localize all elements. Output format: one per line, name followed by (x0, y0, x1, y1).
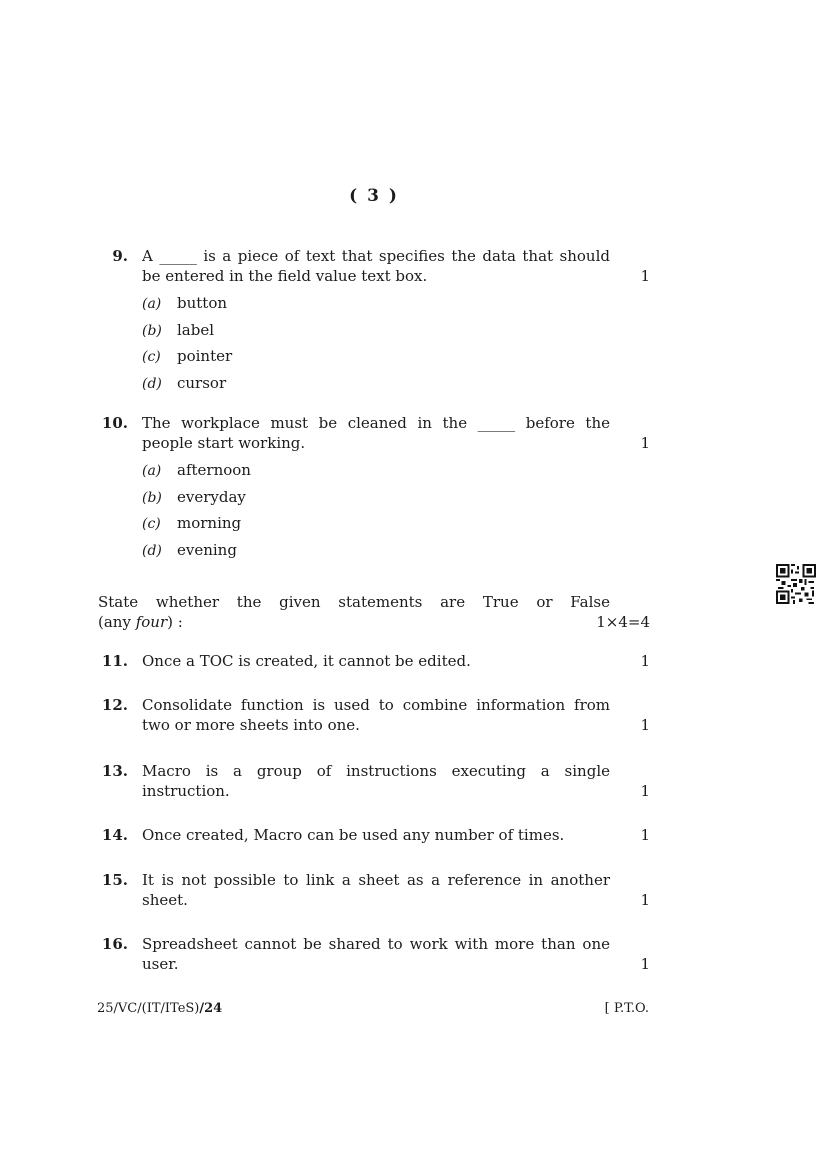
option-label: (d) (142, 375, 162, 392)
section-marks: 1×4=4 (596, 613, 650, 631)
question-marks: 1 (640, 434, 650, 452)
qr-code-icon (776, 564, 816, 604)
question-10 (88, 413, 650, 566)
option-label: (c) (142, 516, 161, 533)
question-number: 14. (101, 826, 128, 844)
question-12 (88, 695, 650, 735)
option-text: cursor (177, 373, 227, 392)
option-a (142, 293, 610, 320)
option-b (142, 320, 610, 347)
question-number: 12. (101, 696, 128, 714)
option-label: (a) (142, 296, 162, 312)
option-text: pointer (177, 347, 233, 366)
question-14 (88, 825, 650, 845)
question-marks: 1 (640, 267, 650, 285)
question-15 (88, 870, 650, 910)
question-number: 9. (112, 247, 128, 265)
option-text: everyday (177, 487, 246, 506)
question-text: A _____ is a piece of text that specifies the data that should be entered in the field value text box. (142, 247, 610, 285)
option-text: label (177, 320, 215, 339)
question-marks: 1 (640, 826, 650, 844)
option-label: (c) (142, 349, 161, 366)
question-11 (88, 651, 650, 671)
qualifier-pre: (any (98, 613, 136, 631)
options-list (142, 460, 610, 566)
option-label: (b) (142, 322, 162, 339)
question-9 (88, 246, 650, 399)
option-b (142, 487, 610, 514)
paper-code (97, 1000, 222, 1018)
instruction-qualifier (98, 612, 650, 632)
option-text: afternoon (177, 461, 251, 479)
question-number: 15. (101, 871, 128, 889)
question-text: Once a TOC is created, it cannot be edited. (142, 652, 471, 670)
question-text: Once created, Macro can be used any number of times. (142, 826, 565, 844)
option-label: (b) (142, 489, 162, 506)
question-marks: 1 (640, 652, 650, 670)
section-instruction (98, 592, 650, 632)
question-number: 16. (101, 935, 128, 953)
page-number: ( 3 ) (349, 186, 399, 206)
question-text: Consolidate function is used to combine information from two or more sheets into one. (142, 696, 610, 734)
option-label: (d) (142, 542, 162, 559)
qualifier-em: four (135, 613, 168, 631)
paper-code-suffix: /24 (199, 1001, 223, 1016)
option-text: evening (177, 540, 237, 559)
question-marks: 1 (640, 891, 650, 909)
question-text: The workplace must be cleaned in the _____ before the people start working. (142, 414, 610, 452)
question-13 (88, 761, 650, 801)
option-label: (a) (142, 463, 162, 479)
option-d (142, 373, 610, 400)
option-d (142, 540, 610, 567)
options-list (142, 293, 610, 399)
question-number: 11. (101, 652, 128, 670)
question-text: Macro is a group of instructions executing a single instruction. (142, 762, 610, 800)
instruction-text: State whether the given statements are True or False (98, 593, 610, 611)
option-text: morning (177, 514, 242, 533)
question-marks: 1 (640, 955, 650, 973)
option-c (142, 346, 610, 373)
option-text: button (177, 294, 228, 312)
paper-code-prefix: 25/VC/(IT/ITeS) (97, 1001, 200, 1016)
question-16 (88, 934, 650, 974)
question-number: 13. (101, 762, 128, 780)
qualifier-post: ) : (167, 613, 183, 631)
pto-label: [ P.T.O. (604, 1001, 649, 1016)
question-number: 10. (101, 414, 128, 432)
question-text: It is not possible to link a sheet as a reference in another sheet. (142, 871, 610, 909)
option-c (142, 513, 610, 540)
option-a (142, 460, 610, 487)
question-text: Spreadsheet cannot be shared to work with more than one user. (142, 935, 610, 973)
question-marks: 1 (640, 716, 650, 734)
question-marks: 1 (640, 782, 650, 800)
